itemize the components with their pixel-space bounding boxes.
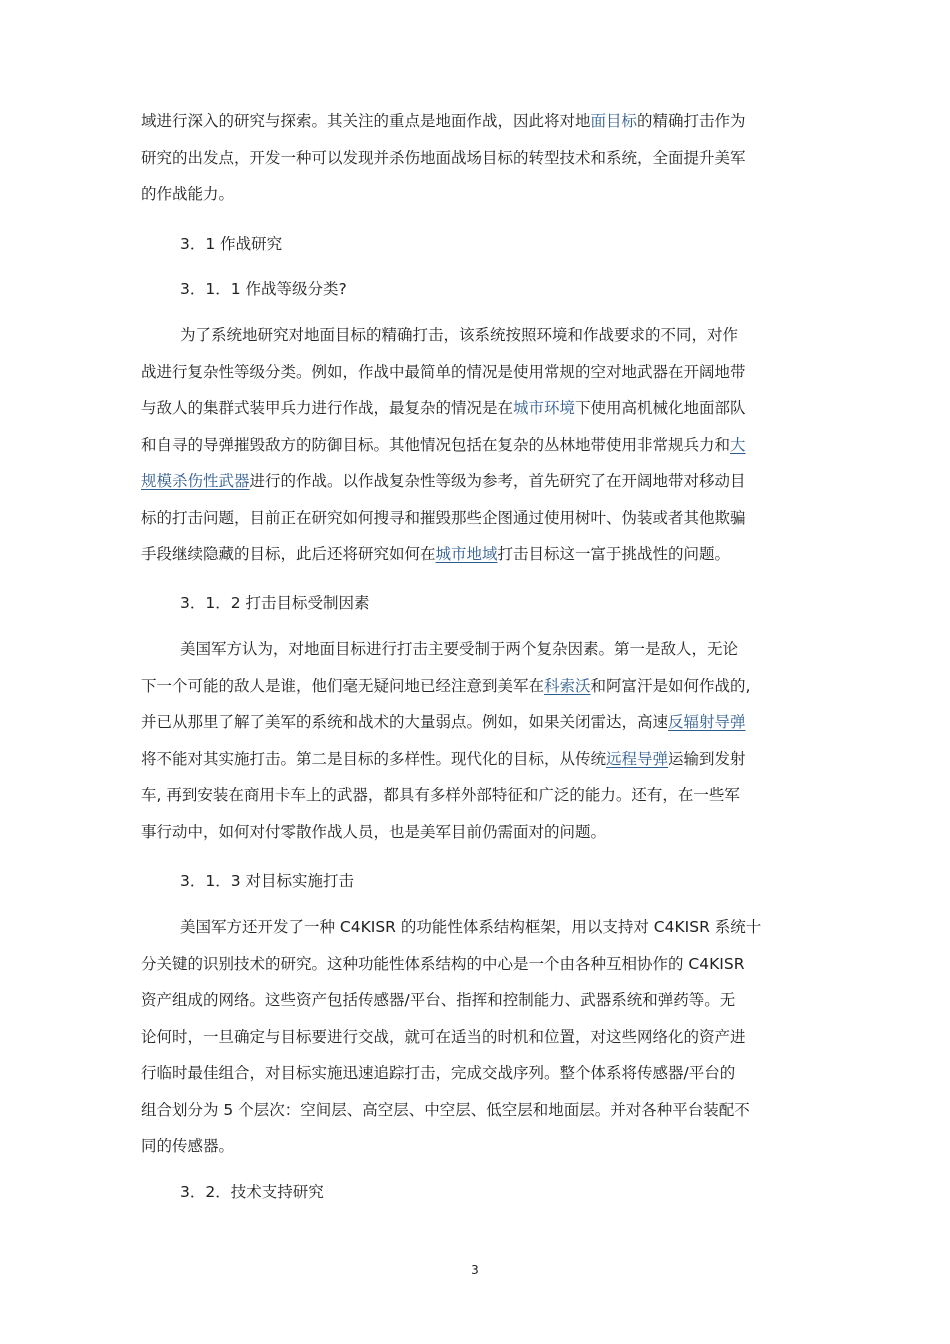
link-ground-target[interactable]: 面目标 <box>590 112 638 130</box>
text-run: 与敌人的集群式装甲兵力进行作战，最复杂的情况是在 <box>141 399 514 417</box>
text-line: 战进行复杂性等级分类。例如，作战中最简单的情况是使用常规的空对地武器在开阔地带 <box>141 362 746 381</box>
link-wmd-cont[interactable]: 规模杀伤性武器 <box>141 472 250 490</box>
section-heading-3-1-3: 3．1．3 对目标实施打击 <box>180 872 355 890</box>
text-line <box>141 390 811 427</box>
text-line: 组合划分为 5 个层次：空间层、高空层、中空层、低空层和地面层。并对各种平台装配不 <box>141 1100 750 1119</box>
text-line <box>141 704 811 741</box>
text-run: 下一个可能的敌人是谁，他们毫无疑问地已经注意到美军在 <box>141 676 545 695</box>
paragraph-intro <box>141 103 811 213</box>
link-long-range-missile[interactable]: 远程导弹 <box>606 749 669 768</box>
text-line: 为了系统地研究对地面目标的精确打击，该系统按照环境和作战要求的不同，对作 <box>180 326 739 344</box>
text-run: 下使用高机械化地面部队 <box>575 399 746 417</box>
section-heading-3-1-2: 3．1．2 打击目标受制因素 <box>180 594 370 612</box>
text-run: 运输到发射 <box>668 749 746 768</box>
text-line: 行临时最佳组合，对目标实施迅速追踪打击，完成交战序列。整个体系将传感器/平台的 <box>141 1064 736 1082</box>
text-run: 域进行深入的研究与探索。其关注的重点是地面作战，因此将对地 <box>141 112 591 130</box>
text-line: 的作战能力。 <box>141 185 235 203</box>
text-run: 和阿富汗是如何作战的, <box>590 676 751 695</box>
text-line <box>141 668 811 705</box>
link-urban-environment[interactable]: 城市环境 <box>513 399 576 417</box>
text-line <box>141 463 811 500</box>
text-line: 同的传感器。 <box>141 1137 235 1155</box>
link-wmd[interactable]: 大 <box>730 435 746 454</box>
text-line <box>141 427 811 464</box>
text-line: 事行动中，如何对付零散作战人员，也是美军目前仍需面对的问题。 <box>141 822 607 841</box>
text-run: 和自寻的导弹摧毁敌方的防御目标。其他情况包括在复杂的丛林地带使用非常规兵力和 <box>141 435 731 454</box>
paragraph-constraints <box>141 631 811 850</box>
text-line: 分关键的识别技术的研究。这种功能性体系结构的中心是一个由各种互相协作的 C4KISR <box>141 954 745 973</box>
text-line: 美国军方认为，对地面目标进行打击主要受制于两个复杂因素。第一是敌人，无论 <box>180 640 739 658</box>
text-line <box>141 536 811 573</box>
section-heading-3-2: 3．2．技术支持研究 <box>180 1183 324 1201</box>
text-run: 手段继续隐藏的目标，此后还将研究如何在 <box>141 545 436 563</box>
text-line: 资产组成的网络。这些资产包括传感器/平台、指挥和控制能力、武器系统和弹药等。无 <box>141 991 736 1009</box>
section-heading-3-1-1: 3．1．1 作战等级分类? <box>180 280 347 298</box>
link-anti-radiation-missile[interactable]: 反辐射导弹 <box>668 713 746 731</box>
text-line: 标的打击问题，目前正在研究如何搜寻和摧毁那些企图通过使用树叶、伪装或者其他欺骗 <box>141 508 746 527</box>
text-run: 进行的作战。以作战复杂性等级为参考，首先研究了在开阔地带对移动目 <box>249 472 746 490</box>
page-number: 3 <box>471 1263 479 1277</box>
text-line: 车, 再到安装在商用卡车上的武器，都具有多样外部特征和广泛的能力。还有，在一些军 <box>141 786 740 804</box>
text-run: 的精确打击作为 <box>637 112 746 130</box>
text-line: 研究的出发点，开发一种可以发现并杀伤地面战场目标的转型技术和系统，全面提升美军 <box>141 148 746 167</box>
text-line: 美国军方还开发了一种 C4KISR 的功能性体系结构框架，用以支持对 C4KISR 系统十 <box>180 918 762 936</box>
paragraph-combat-levels <box>141 317 811 573</box>
text-run: 将不能对其实施打击。第二是目标的多样性。现代化的目标，从传统 <box>141 749 607 768</box>
text-run: 并已从那里了解了美军的系统和战术的大量弱点。例如，如果关闭雷达，高速 <box>141 713 669 731</box>
text-line: 论何时，一旦确定与目标要进行交战，就可在适当的时机和位置，对这些网络化的资产进 <box>141 1027 746 1046</box>
text-line <box>141 103 811 140</box>
text-run: 打击目标这一富于挑战性的问题。 <box>497 545 731 563</box>
text-line <box>141 741 811 778</box>
link-urban-area[interactable]: 城市地域 <box>435 545 498 563</box>
section-heading-3-1: 3．1 作战研究 <box>180 235 283 253</box>
paragraph-c4kisr <box>141 909 811 1165</box>
link-kosovo[interactable]: 科索沃 <box>544 676 591 695</box>
